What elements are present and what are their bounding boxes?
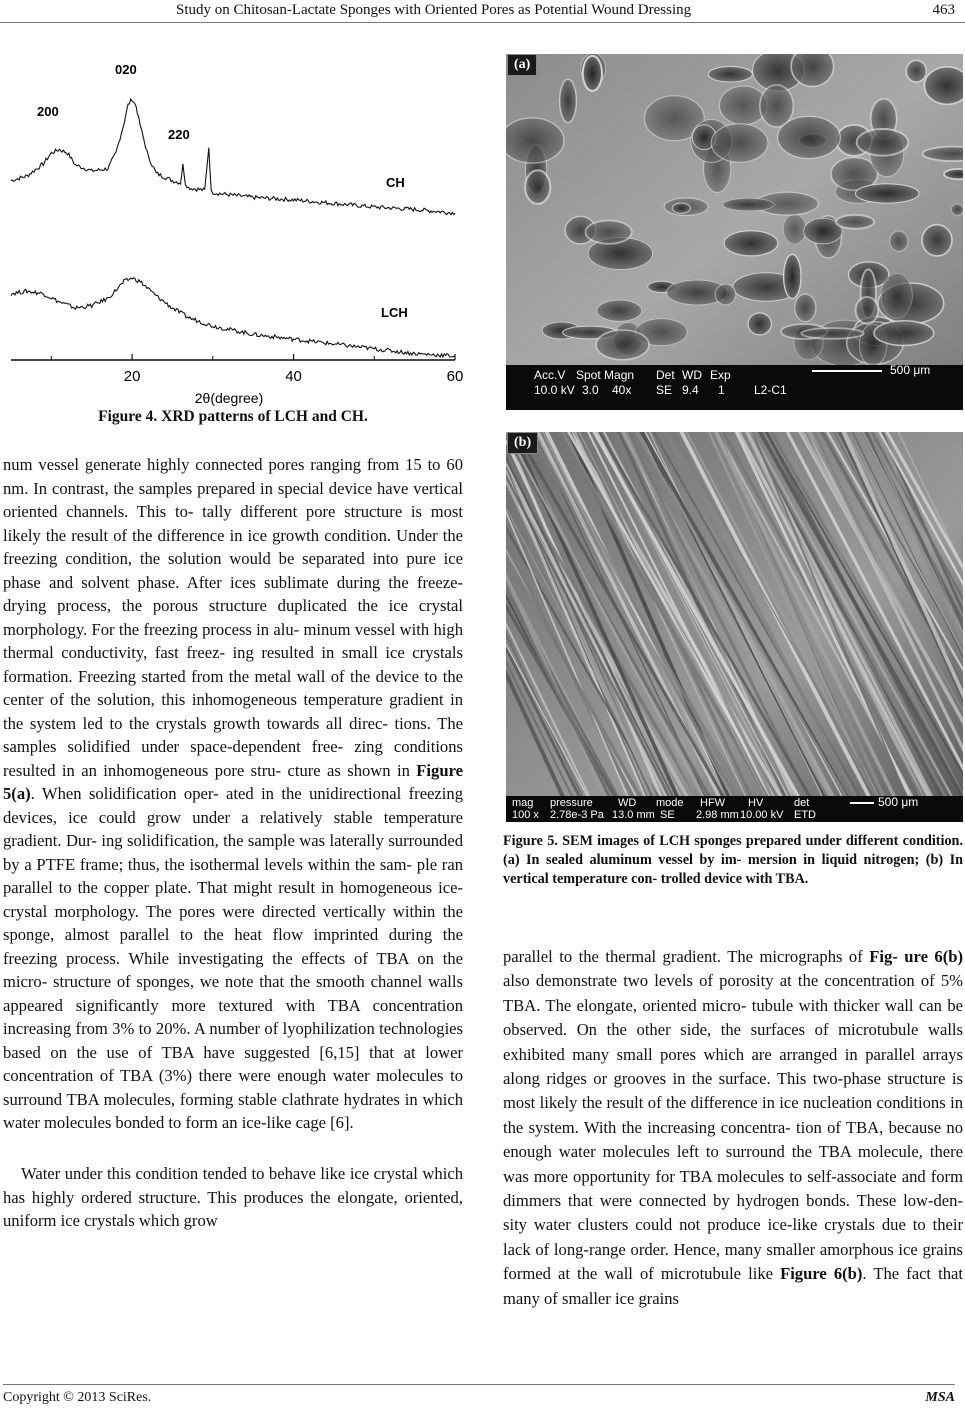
series-label-lch: LCH (381, 305, 408, 320)
page-footer (3, 1384, 955, 1410)
copyright: Copyright © 2013 SciRes. (3, 1390, 152, 1405)
figure5-caption: Figure 5. SEM images of LCH sponges prepared under different condition. (a) In sealed aluminum vessel by im- mersion in liquid nitrogen; (b) In vertical temperature con- trolled device with TBA. (503, 833, 963, 887)
sem-a-spotmagn: Spot Magn (576, 368, 635, 382)
peak-label-200: 200 (37, 104, 59, 119)
sem-a-pore (724, 231, 778, 256)
sem-a-magn: 40x (612, 383, 632, 397)
sem-b-hfwval: 2.98 mm (696, 809, 739, 821)
sem-a-se: SE (656, 383, 673, 397)
sem-image-a-graphic (506, 54, 963, 410)
panel-label-a: (a) (507, 54, 537, 76)
sem-a-pore (906, 60, 926, 82)
sem-b-magval: 100 x (512, 809, 539, 821)
sem-a-exp: Exp (710, 368, 731, 382)
running-title: Study on Chitosan-Lactate Sponges with Oriented Pores as Potential Wound Dressing (176, 2, 692, 18)
xrd-series-ch (11, 99, 455, 215)
sem-a-pore (890, 231, 908, 252)
sem-b-wdval: 13.0 mm (612, 809, 655, 821)
sem-b-databar (510, 796, 960, 822)
ref-figure-6b-first[interactable]: Fig- ure 6(b) (869, 947, 963, 966)
sem-a-pore (951, 204, 963, 215)
peak-label-020: 020 (115, 62, 137, 77)
sem-a-pore (715, 284, 736, 305)
sem-b-mag: mag (512, 797, 534, 809)
sem-a-pore (708, 66, 752, 82)
sem-a-pore (855, 184, 919, 203)
sem-a-pore (801, 328, 863, 339)
sem-a-sample: L2-C1 (754, 383, 787, 397)
sem-b-mode: mode (656, 797, 684, 809)
header-rule (0, 22, 965, 23)
sem-a-pore (583, 56, 602, 91)
sem-b-hv: HV (748, 797, 764, 809)
sem-a-kv: 10.0 kV (534, 383, 575, 397)
ref-figure-5a[interactable]: Figure 5(a) (3, 760, 463, 803)
ref-figure-6b-second[interactable]: Figure 6(b) (780, 1264, 863, 1284)
left-paragraph-1-text-a: num vessel generate highly connected pores ranging from 15 to 60 nm. In contrast, the samples prepared in special device have vertical oriented channels. This to- tally different pore structure is most likely the result of the difference in ice growth condition. Under the freezing condition, the solution would be separated into pure ice phase and solvent phase. After ices sublimate during the freeze-drying process, the porous structure duplicated the ice crystal morphology. For the freezing process in alu- minum vessel with high thermal conductivity, fast freez- ing resulted in small ice crystals formation. Freezing started from the metal wall of the device to the center of the solution, this inhomogeneous temperature gradient in the system led to the crystals growth towards all direc- tions. The samples solidified under space-dependent free- zing conditions resulted in an inhomogeneous pore stru- cture as shown in (3, 455, 463, 780)
sem-a-spot: 3.0 (582, 383, 599, 397)
journal-name: MSA (925, 1390, 955, 1405)
panel-label-b: (b) (507, 432, 538, 454)
sem-a-pore (506, 118, 564, 163)
sem-a-pore (924, 67, 963, 105)
sem-a-pore (596, 330, 649, 360)
sem-a-scale: 500 μm (890, 363, 931, 377)
x-tick-label: 60 (446, 368, 463, 385)
right-paragraph-text-a: parallel to the thermal gradient. The micrographs of (503, 947, 870, 966)
sem-a-wdval: 9.4 (682, 383, 699, 397)
sem-a-pore (672, 203, 690, 213)
sem-a-pore (711, 124, 768, 163)
peak-label-220: 220 (168, 127, 190, 142)
sem-b-hfw: HFW (700, 797, 726, 809)
sem-b-hvval: 10.00 kV (740, 809, 784, 821)
sem-a-accv: Acc.V (534, 368, 566, 382)
page-number: 463 (932, 2, 955, 18)
sem-a-pore (791, 54, 834, 87)
sem-a-pore (836, 215, 874, 229)
sem-a-pore (723, 198, 774, 211)
sem-a-pore (944, 169, 963, 179)
sem-image-a (506, 54, 963, 410)
x-axis-label: 2θ(degree) (194, 390, 264, 406)
sem-a-pore (560, 79, 577, 122)
x-tick-label: 20 (123, 368, 141, 385)
sem-a-pore (586, 220, 632, 243)
sem-b-pressureval: 2.78e-3 Pa (550, 809, 604, 821)
xrd-figure (3, 44, 463, 409)
sem-a-databar (510, 363, 950, 406)
sem-image-b (506, 432, 963, 822)
page-header (0, 0, 965, 24)
sem-a-expval: 1 (718, 383, 725, 397)
sem-b-wd: WD (618, 797, 637, 809)
sem-a-pore (856, 297, 879, 324)
sem-b-scale: 500 μm (878, 795, 919, 809)
sem-a-pore (525, 170, 550, 204)
sem-a-pore (857, 129, 909, 156)
left-paragraph-1-text-b: . When solidification oper- ated in the unidirectional freezing devices, ice could grow under a relatively stable temperature gradient. Dur- ing solidification, the sample was laterally surrounded by a PTFE frame; thus, the isothermal levels within the sam- ple ran parallel to the copper plate. That might result in homogeneous ice-crystal morphology. The pores were directed vertically within the sponge, almost parallel to the heat flow imprinted during the freezing process. While investigating the effects of TBA on the micro- structure of sponges, we note that the smooth channel walls appeared significantly more textured with TBA concentration increasing from 3% to 20%. A number of lyophilization technologies based on the use of TBA have suggested [6,15] that at lower concentration of TBA (3%) there were enough water molecules to surround TBA molecules, forming stable clathrate hydrates in which water molecules bonded to form an ice-like cage [6]. (3, 784, 463, 1132)
figure4-caption: Figure 4. XRD patterns of LCH and CH. (98, 408, 368, 425)
sem-a-pore (795, 294, 816, 322)
right-paragraph-text-b: also demonstrate two levels of porosity at the concentration of 5% TBA. The elongate, oriented micro- tubule with thicker wall can be observed. On the other side, the surfaces of microtubule walls exhibited many small pores which are arranged in parallel arrays along ridges or grooves in the surface. This two-phase structure is most likely the result of the difference in ice nucleation conditions in the system. With the increasing concentra- tion of TBA, because no enough water molecules left to surround the TBA molecule, there was more opportunity for TBA molecules to self-associate and form dimmers that were connected by hydrogen bonds. These low-den- sity water clusters could not produce ice-like crystals due to their lack of long-range order. Hence, many smaller amorphous ice grains formed at the wall of microtubule like (503, 971, 963, 1284)
sem-a-scalebar (812, 370, 882, 372)
sem-a-pore (874, 321, 934, 346)
sem-a-pore (923, 147, 963, 162)
sem-b-pressure: pressure (550, 797, 593, 809)
sem-b-detval: ETD (794, 809, 816, 821)
sem-a-pore (778, 116, 841, 158)
sem-a-pore (597, 300, 642, 321)
right-paragraph (503, 945, 963, 1311)
x-tick-label: 40 (285, 368, 302, 385)
sem-a-pore (783, 214, 806, 244)
sem-a-pore (748, 313, 771, 335)
sem-b-det: det (794, 797, 810, 809)
sem-a-det: Det (656, 368, 675, 382)
sem-a-pore (784, 254, 801, 298)
footer-rule (3, 1384, 955, 1385)
sem-a-pore (922, 225, 952, 256)
series-label-ch: CH (386, 175, 405, 190)
left-paragraph-2: Water under this condition tended to behave like ice crystal which has highly ordered structure. This produces the elongate, oriented, uniform ice crystals which grow (3, 1164, 463, 1230)
sem-a-pore (881, 273, 912, 318)
sem-b-scalebar (850, 802, 874, 804)
sem-image-b-graphic (506, 432, 963, 822)
left-paragraph-1 (3, 453, 463, 1135)
sem-b-modeval: SE (660, 809, 675, 821)
xrd-chart (3, 44, 463, 409)
right-paragraph-text-c: . The fact that many of smaller ice grains (503, 1264, 963, 1308)
sem-a-wd: WD (682, 368, 702, 382)
